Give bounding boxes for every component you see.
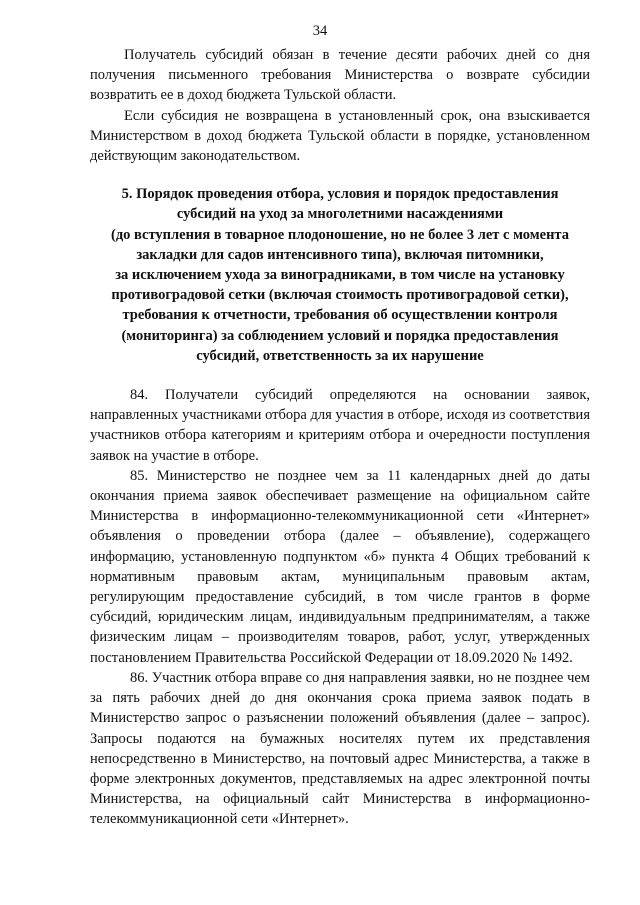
section-5-heading <box>90 184 590 366</box>
paragraph-85: 85. Министерство не позднее чем за 11 календарных дней до даты окончания приема заявок обеспечивает размещение на официальном сайте Министерства в информационно-телекоммуникационной сети «Интернет» объявления о проведении отбора (далее – объявление), содержащего информацию, установленную подпунктом «б» пункта 4 Общих требований к нормативным правовым актам, муниципальным правовым актам, регулирующим предоставление субсидий, в том числе грантов в форме субсидий, юридическим лицам, индивидуальным предпринимателям, а также физическим лицам – производителям товаров, работ, услуг, утвержденных постановлением Правительства Российской Федерации от 18.09.2020 № 1492. <box>90 467 590 666</box>
heading-line: требования к отчетности, требования об осуществлении контроля <box>122 307 558 324</box>
heading-line: субсидий, ответственность за их нарушение <box>196 347 484 364</box>
heading-line: субсидий на уход за многолетними насаждениями <box>176 206 504 223</box>
heading-line: (до вступления в товарное плодоношение, но не более 3 лет с момента <box>111 226 569 243</box>
paragraph-84: 84. Получатели субсидий определяются на основании заявок, направленных участниками отбора для участия в отборе, исходя из соответствия участников отбора категориям и критериям отбора и очередности поступления заявок на участие в отборе. <box>90 387 590 464</box>
document-body <box>90 45 590 830</box>
paragraph-86: 86. Участник отбора вправе со дня направления заявки, но не позднее чем за пять рабочих дней до дня окончания срока приема заявок подать в Министерство запрос о разъяснении положений объявления (далее – запрос). Запросы подаются на бумажных носителях путем их представления непосредственно в Министерство, на почтовый адрес Министерства, а также в форме электронных документов, представляемых на адрес электронной почты Министерства, на официальный сайт Министерства в информационно-телекоммуникационной сети «Интернет». <box>90 669 590 828</box>
heading-line: 5. Порядок проведения отбора, условия и порядок предоставления <box>121 186 559 203</box>
paragraph-subsidy-return: Получатель субсидий обязан в течение десяти рабочих дней со дня получения письменного требования Министерства о возврате субсидии возвратить ее в доход бюджета Тульской области. <box>90 47 590 104</box>
heading-line: (мониторинга) за соблюдением условий и порядка предоставления <box>121 327 559 344</box>
heading-line: противоградовой сетки (включая стоимость противоградовой сетки), <box>111 287 569 304</box>
heading-line: закладки для садов интенсивного типа), включая питомники, <box>136 246 544 263</box>
paragraph-subsidy-recovery: Если субсидия не возвращена в установленный срок, она взыскивается Министерством в доход бюджета Тульской области в порядке, установленном действующим законодательством. <box>90 107 590 165</box>
heading-line: за исключением ухода за виноградниками, в том числе на установку <box>115 267 565 284</box>
page-number: 34 <box>312 23 328 39</box>
